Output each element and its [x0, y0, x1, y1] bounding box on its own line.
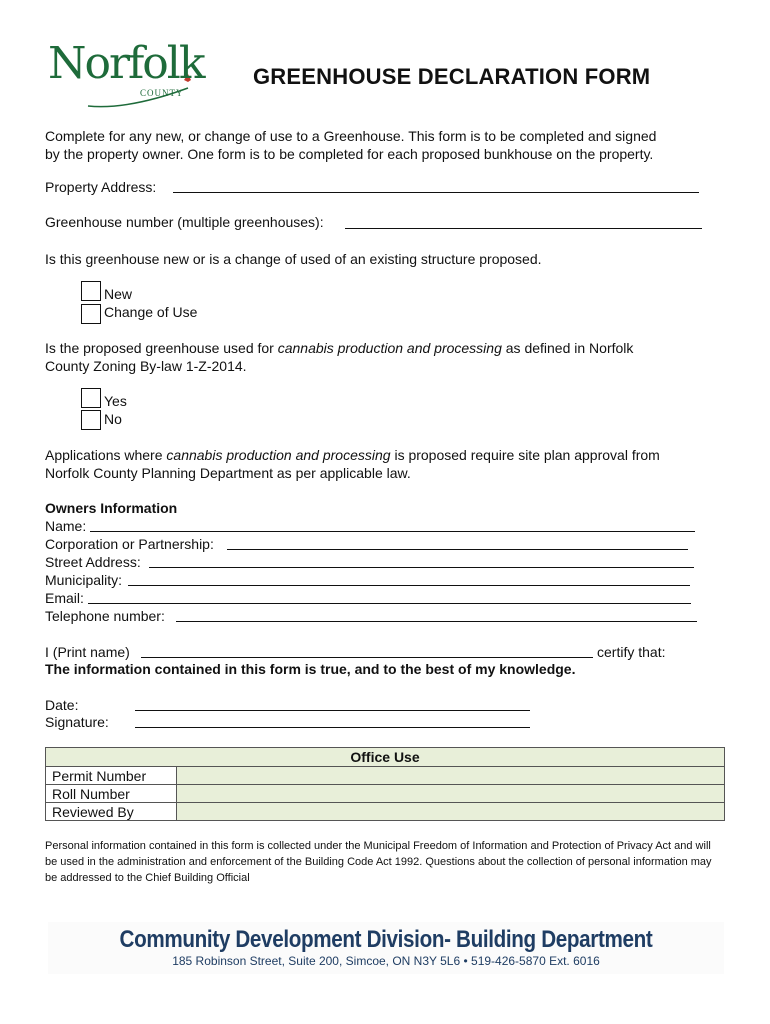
applications-note-italic: cannabis production and processing [166, 447, 391, 463]
table-row [46, 803, 725, 821]
email-label: Email: [45, 590, 84, 606]
question-cannabis-post: as defined in Norfolk [501, 340, 634, 356]
checkbox-no[interactable] [81, 410, 101, 430]
owner-name-label: Name: [45, 518, 87, 534]
applications-note-line-1 [45, 446, 660, 464]
office-use-table [45, 747, 725, 821]
norfolk-county-logo [48, 38, 204, 112]
greenhouse-number-label: Greenhouse number (multiple greenhouses): [45, 214, 324, 230]
question-cannabis-italic: cannabis production and processing [277, 340, 502, 356]
permit-number-label: Permit Number [46, 767, 177, 785]
reviewed-by-field[interactable] [177, 803, 725, 821]
checkbox-yes[interactable] [81, 388, 101, 408]
municipality-field[interactable] [128, 585, 690, 586]
intro-line-2: by the property owner. One form is to be completed for each proposed bunkhouse on the property. [45, 146, 654, 162]
certify-that-label: certify that: [597, 644, 666, 660]
logo-wordmark: Norfolk [48, 38, 204, 89]
greenhouse-number-field[interactable] [345, 228, 702, 229]
print-name-label: I (Print name) [45, 644, 130, 660]
telephone-field[interactable] [176, 621, 697, 622]
applications-note-pre: Applications where [45, 447, 167, 463]
corporation-label: Corporation or Partnership: [45, 536, 214, 552]
applications-note-post: is proposed require site plan approval from [390, 447, 660, 463]
date-label: Date: [45, 697, 79, 713]
roll-number-field[interactable] [177, 785, 725, 803]
privacy-notice: Personal information contained in this form is collected under the Municipal Freedom of Information and Protection of Privacy Act and will be used in the administration and enforcement of the Building Code Act 1992. Questions about the collection of personal information may be addressed to the Chief Building Official [45, 840, 712, 884]
question-new-or-change: Is this greenhouse new or is a change of used of an existing structure proposed. [45, 251, 542, 267]
roll-number-label: Roll Number [46, 785, 177, 803]
email-field[interactable] [88, 603, 691, 604]
reviewed-by-label: Reviewed By [46, 803, 177, 821]
option-new-label: New [104, 286, 133, 302]
applications-note-line-2: Norfolk County Planning Department as per applicable law. [45, 465, 411, 481]
office-use-heading: Office Use [46, 748, 725, 767]
date-field[interactable] [135, 710, 530, 711]
street-address-label: Street Address: [45, 554, 141, 570]
table-row [46, 785, 725, 803]
certification-statement: The information contained in this form is true, and to the best of my knowledge. [45, 661, 576, 677]
table-row [46, 767, 725, 785]
property-address-label: Property Address: [45, 179, 157, 195]
option-yes-label: Yes [104, 393, 127, 409]
print-name-field[interactable] [141, 657, 593, 658]
question-cannabis-pre: Is the proposed greenhouse used for [45, 340, 278, 356]
street-address-field[interactable] [149, 567, 694, 568]
municipality-label: Municipality: [45, 572, 123, 588]
question-cannabis-line-1 [45, 339, 633, 357]
question-cannabis-line-2: County Zoning By-law 1-Z-2014. [45, 358, 247, 374]
option-change-of-use-label: Change of Use [104, 304, 198, 320]
property-address-field[interactable] [173, 192, 699, 193]
corporation-field[interactable] [227, 549, 688, 550]
telephone-label: Telephone number: [45, 608, 165, 624]
footer-address: 185 Robinson Street, Suite 200, Simcoe, ON N3Y 5L6 • 519-426-5870 Ext. 6016 [172, 954, 600, 968]
form-title: GREENHOUSE DECLARATION FORM [253, 64, 651, 89]
logo-subtitle: COUNTY [140, 88, 184, 98]
intro-line-1: Complete for any new, or change of use to a Greenhouse. This form is to be completed and signed [45, 128, 657, 144]
owner-name-field[interactable] [90, 531, 695, 532]
permit-number-field[interactable] [177, 767, 725, 785]
checkbox-new[interactable] [81, 281, 101, 301]
signature-label: Signature: [45, 714, 109, 730]
signature-field[interactable] [135, 727, 530, 728]
option-no-label: No [104, 411, 122, 427]
checkbox-change-of-use[interactable] [81, 304, 101, 324]
footer-title: Community Development Division- Building Department [119, 926, 653, 953]
owners-information-heading: Owners Information [45, 500, 178, 516]
